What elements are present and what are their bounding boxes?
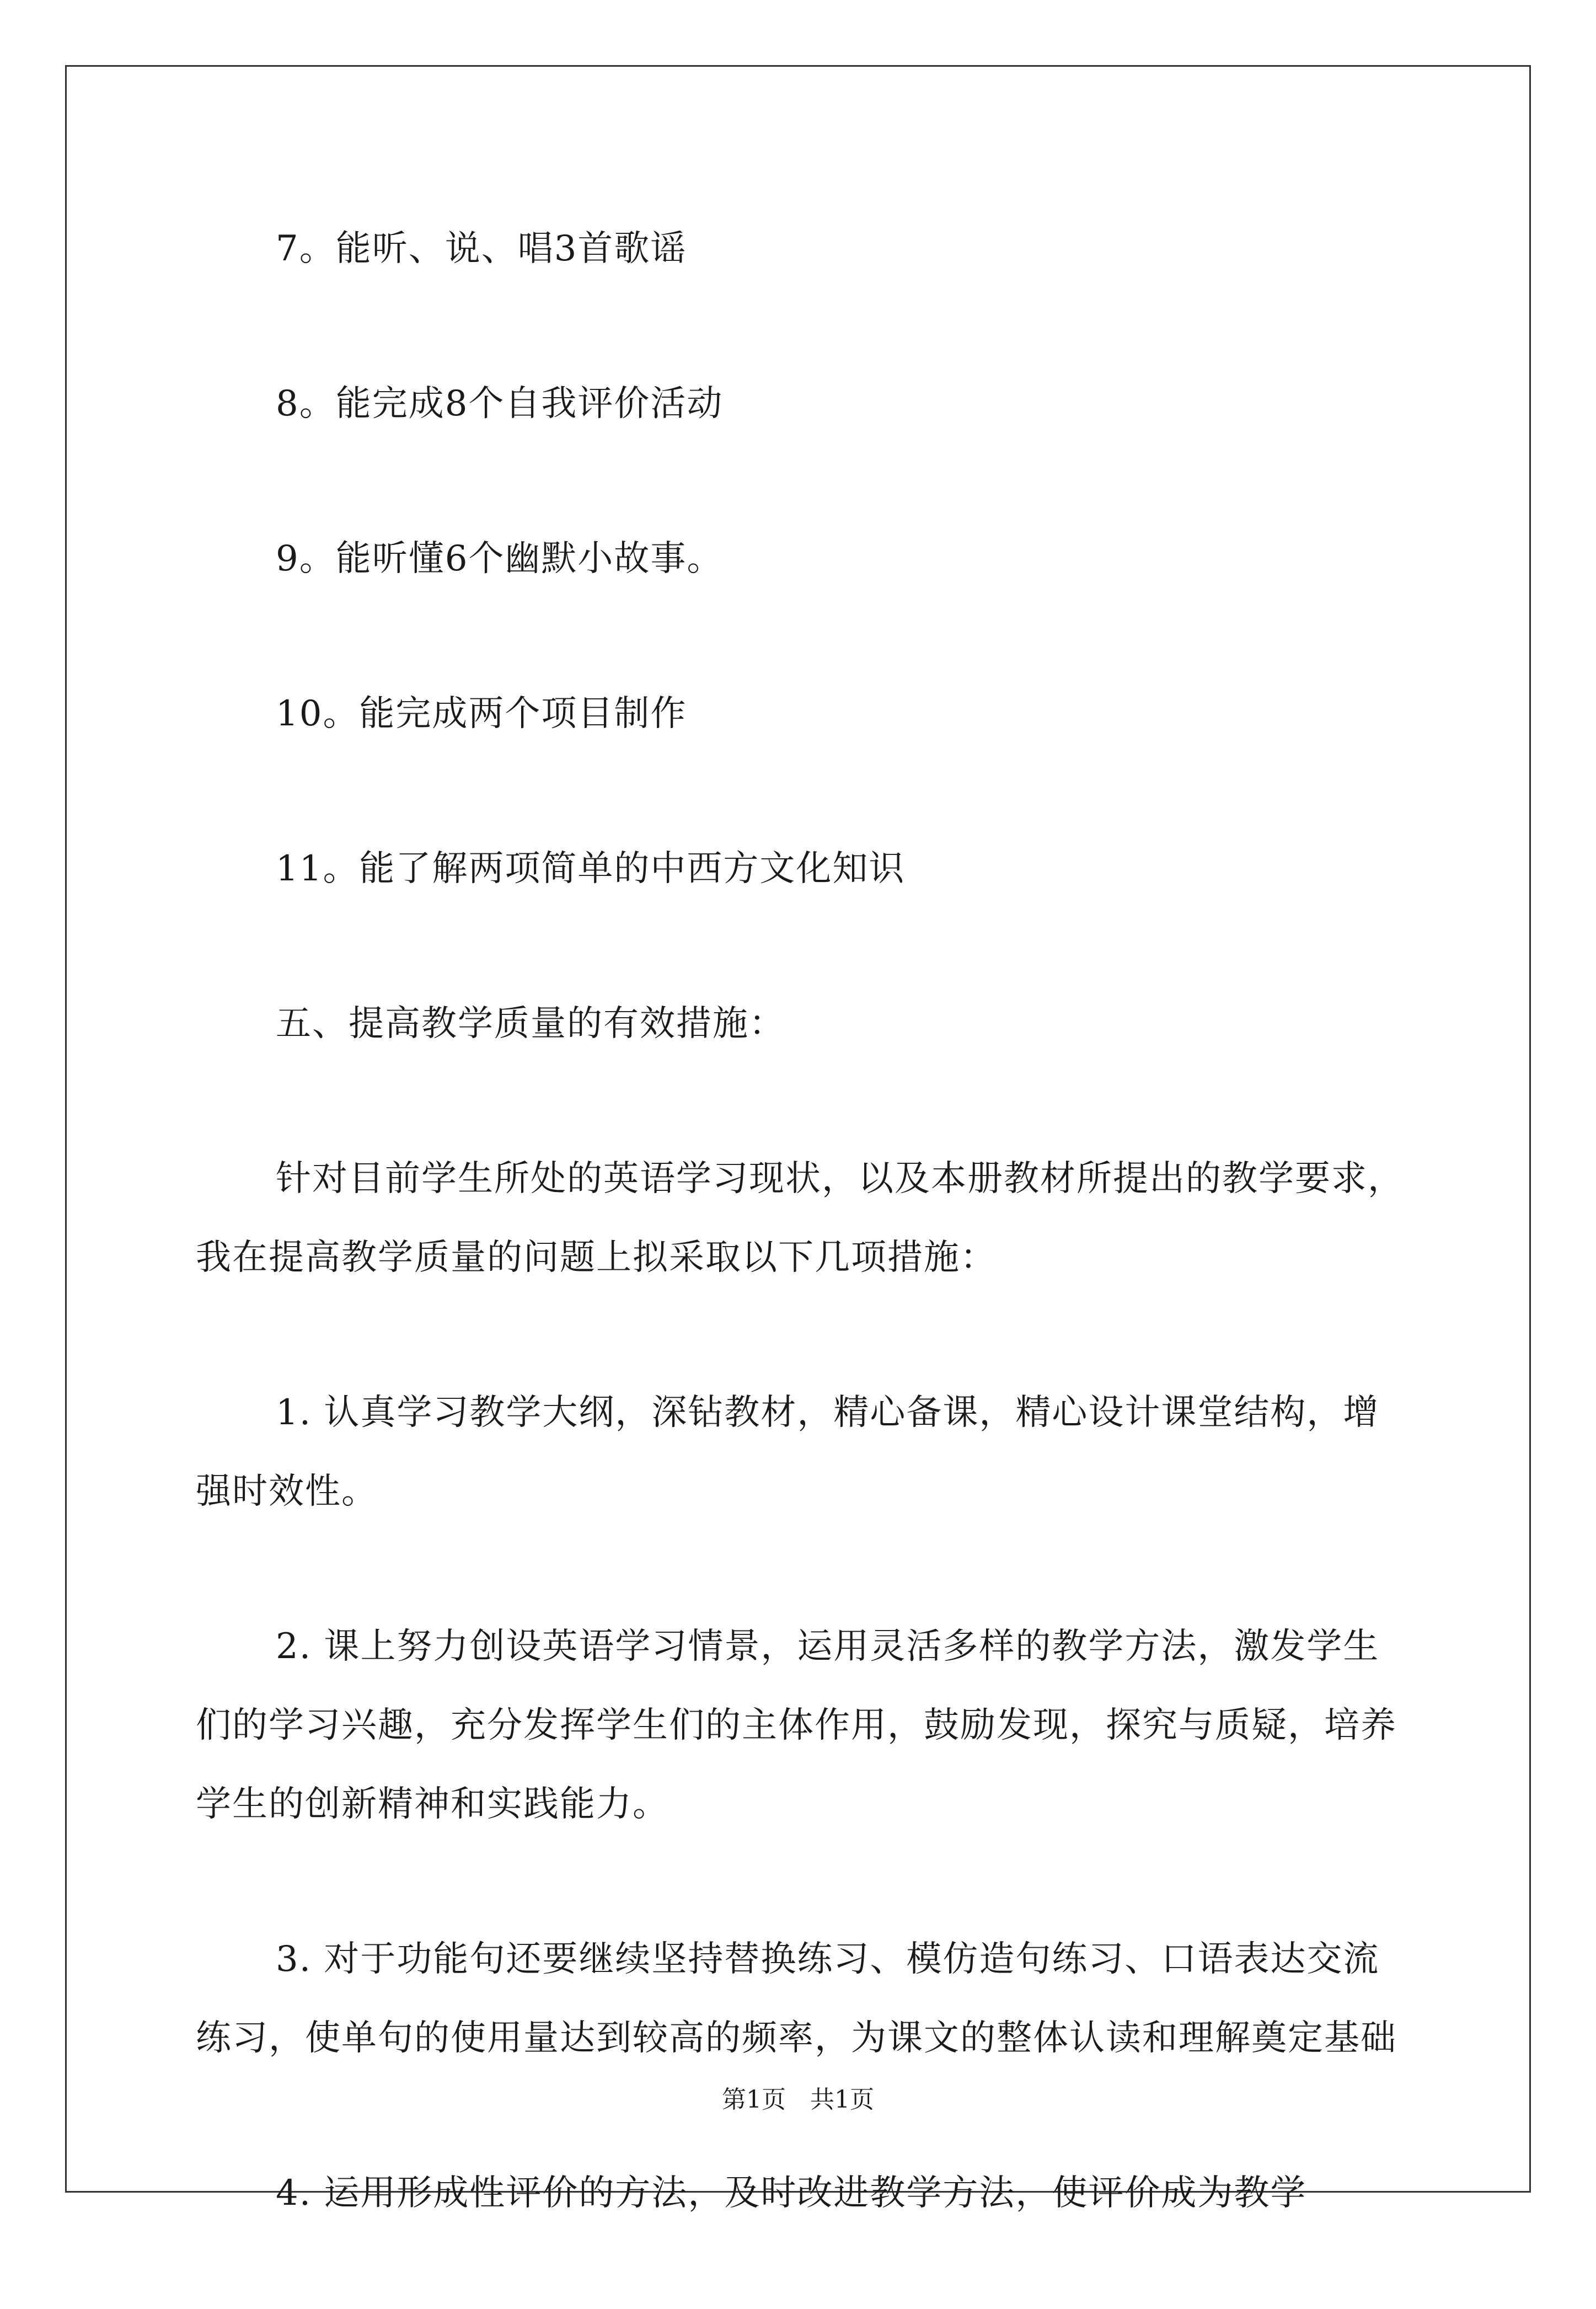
paragraph-measure-3: 3. 对于功能句还要继续坚持替换练习、模仿造句练习、口语表达交流练习，使单句的使用量达到较高的频率，为课文的整体认读和理解奠定基础 — [196, 1939, 1397, 2059]
paragraph-item-10: 10。能完成两个项目制作 — [276, 693, 687, 734]
paragraph-measure-1: 1. 认真学习教学大纲，深钻教材，精心备课，精心设计课堂结构，增强时效性。 — [196, 1392, 1380, 1512]
paragraph-measure-2: 2. 课上努力创设英语学习情景，运用灵活多样的教学方法，激发学生们的学习兴趣，充分发挥学生们的主体作用，鼓励发现，探究与质疑，培养学生的创新精神和实践能力。 — [196, 1626, 1397, 1825]
paragraph-item-8: 8。能完成8个自我评价活动 — [276, 383, 724, 424]
section-heading: 五、提高教学质量的有效措施： — [276, 1003, 785, 1044]
paragraph-intro: 针对目前学生所处的英语学习现状，以及本册教材所提出的教学要求，我在提高教学质量的问题上拟采取以下几项措施： — [196, 1158, 1404, 1278]
page-number: 第1页 — [722, 2086, 786, 2114]
page-footer — [0, 2080, 1596, 2115]
paragraph-item-9: 9。能听懂6个幽默小故事。 — [276, 538, 724, 579]
paragraph-item-7: 7。能听、说、唱3首歌谣 — [276, 228, 687, 269]
document-body — [196, 210, 1409, 2309]
paragraph-measure-4: 4. 运用形成性评价的方法，及时改进教学方法，使评价成为教学 — [276, 2173, 1307, 2214]
paragraph-item-11: 11。能了解两项简单的中西方文化知识 — [276, 848, 906, 889]
page-total: 共1页 — [810, 2086, 874, 2114]
